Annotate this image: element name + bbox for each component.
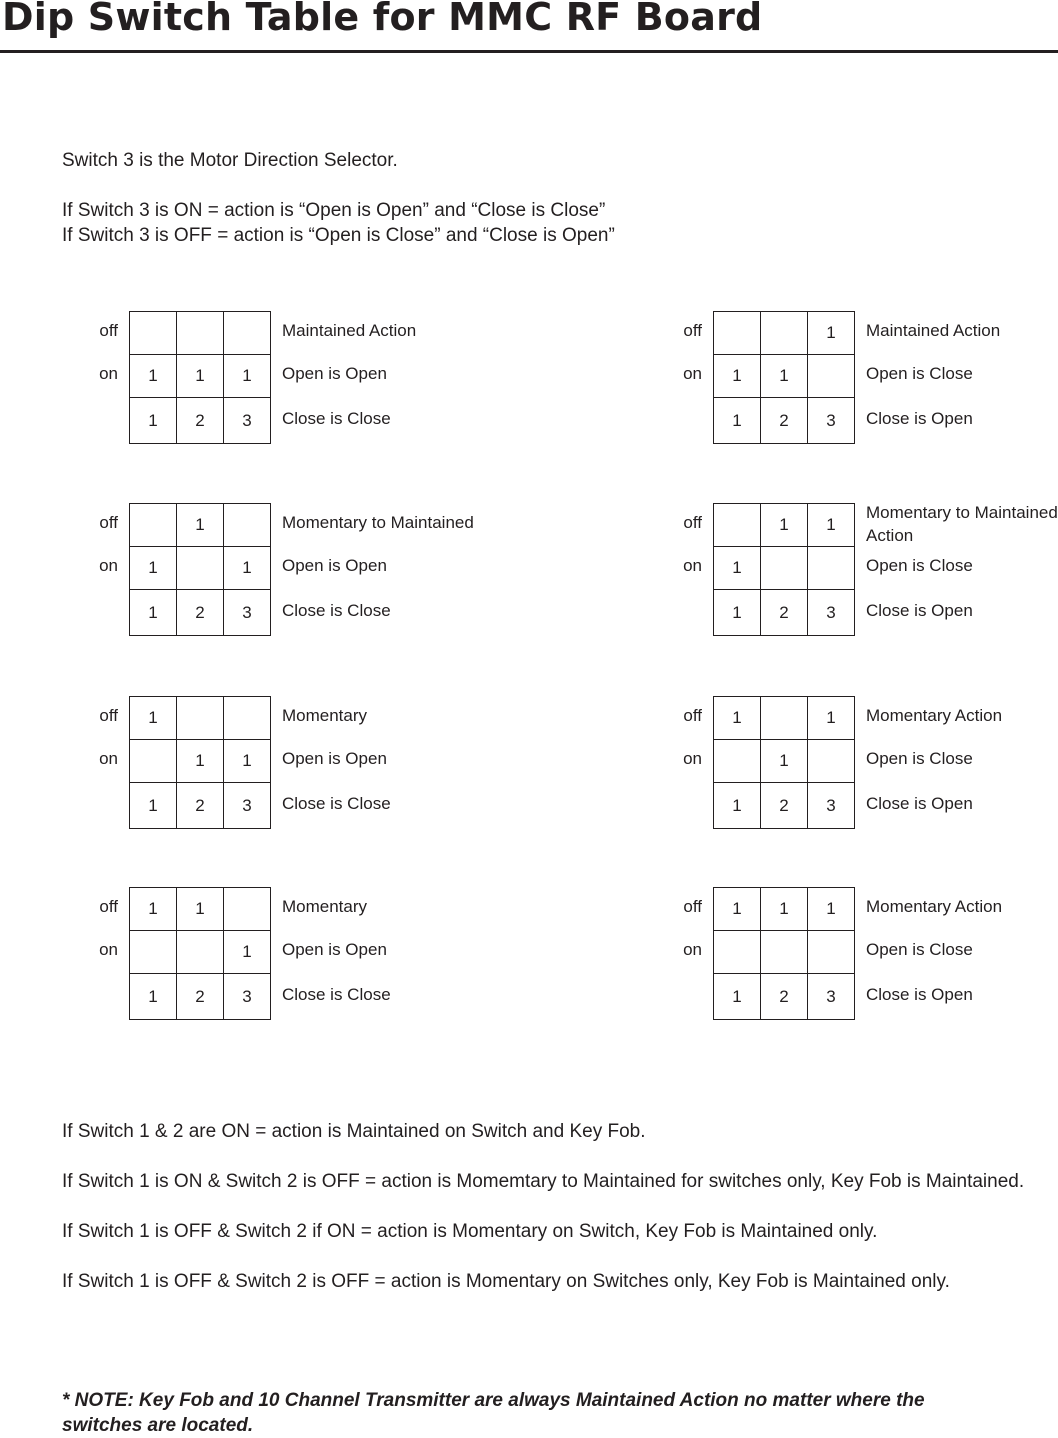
close-direction-label: Close is Close	[282, 985, 391, 1004]
action-mode-label: Maintained Action	[866, 321, 1001, 340]
close-direction-label: Close is Close	[282, 409, 391, 428]
off-cell: 1	[177, 504, 224, 547]
off-cell	[761, 697, 808, 740]
on-cell: 1	[714, 355, 761, 398]
open-direction-label: Open is Close	[866, 749, 973, 768]
open-direction-label: Open is Close	[866, 556, 973, 575]
page-title: Dip Switch Table for MMC RF Board	[2, 0, 763, 39]
on-row-label: on	[683, 556, 702, 575]
off-cell	[714, 504, 761, 547]
open-direction-label: Open is Open	[282, 749, 387, 768]
on-cell: 1	[224, 931, 271, 974]
switch-number-cell: 2	[761, 398, 808, 444]
dip-switch-block	[646, 696, 1058, 827]
switch-number-cell: 3	[224, 590, 271, 636]
off-row-label: off	[683, 321, 702, 340]
off-cell: 1	[808, 504, 855, 547]
dip-switch-grid	[713, 311, 855, 444]
switch-number-cell: 3	[808, 398, 855, 444]
off-cell	[224, 697, 271, 740]
off-cell	[224, 888, 271, 931]
on-cell	[808, 547, 855, 590]
on-cell: 1	[761, 355, 808, 398]
close-direction-label: Close is Close	[282, 794, 391, 813]
action-mode-label: Momentary to Maintained Action	[866, 503, 1058, 545]
close-direction-label: Close is Open	[866, 601, 973, 620]
on-cell	[808, 931, 855, 974]
off-row-label: off	[99, 897, 118, 916]
action-mode-label: Momentary	[282, 897, 368, 916]
open-direction-label: Open is Open	[282, 940, 387, 959]
dip-switch-grid	[129, 503, 271, 636]
on-cell	[808, 355, 855, 398]
switch-number-cell: 1	[714, 590, 761, 636]
close-direction-label: Close is Close	[282, 601, 391, 620]
switch-number-cell: 3	[808, 590, 855, 636]
action-mode-label: Momentary Action	[866, 706, 1003, 725]
switch-number-cell: 1	[130, 783, 177, 829]
switch-number-cell: 2	[761, 590, 808, 636]
switch-number-cell: 2	[177, 783, 224, 829]
intro-line: Switch 3 is the Motor Direction Selector.	[62, 150, 398, 171]
off-cell: 1	[761, 504, 808, 547]
off-cell	[224, 312, 271, 355]
off-row-label: off	[99, 706, 118, 725]
on-cell	[177, 931, 224, 974]
on-cell: 1	[224, 740, 271, 783]
intro-line: If Switch 3 is ON = action is “Open is Open” and “Close is Close”	[62, 200, 606, 221]
off-cell: 1	[714, 888, 761, 931]
intro-line: If Switch 3 is OFF = action is “Open is Close” and “Close is Open”	[62, 225, 615, 246]
on-cell: 1	[714, 547, 761, 590]
off-row-label: off	[683, 513, 702, 532]
off-cell	[130, 504, 177, 547]
dip-switch-grid	[129, 887, 271, 1020]
off-cell: 1	[130, 697, 177, 740]
off-cell	[177, 697, 224, 740]
on-row-label: on	[99, 749, 118, 768]
off-cell: 1	[761, 888, 808, 931]
switch-number-cell: 3	[808, 974, 855, 1020]
on-cell: 1	[177, 740, 224, 783]
on-cell: 1	[130, 547, 177, 590]
on-row-label: on	[683, 940, 702, 959]
switch-number-cell: 1	[130, 590, 177, 636]
dip-switch-block	[62, 503, 522, 634]
on-cell	[130, 931, 177, 974]
switch-number-cell: 1	[714, 974, 761, 1020]
dip-switch-grid	[129, 696, 271, 829]
on-cell	[130, 740, 177, 783]
on-cell	[761, 547, 808, 590]
open-direction-label: Open is Open	[282, 364, 387, 383]
close-direction-label: Close is Open	[866, 794, 973, 813]
dip-switch-grid	[713, 696, 855, 829]
dip-switch-block	[646, 311, 1058, 442]
switch-number-cell: 2	[177, 398, 224, 444]
switch-number-cell: 2	[177, 974, 224, 1020]
off-cell	[761, 312, 808, 355]
on-cell: 1	[130, 355, 177, 398]
title-divider	[0, 50, 1058, 53]
on-cell	[761, 931, 808, 974]
dip-switch-grid	[713, 887, 855, 1020]
off-cell: 1	[177, 888, 224, 931]
switch-notes	[62, 1119, 1052, 1319]
action-mode-label: Maintained Action	[282, 321, 417, 340]
off-row-label: off	[99, 513, 118, 532]
on-row-label: on	[99, 556, 118, 575]
on-cell	[714, 931, 761, 974]
on-cell	[714, 740, 761, 783]
open-direction-label: Open is Close	[866, 364, 973, 383]
on-row-label: on	[683, 749, 702, 768]
off-cell: 1	[130, 888, 177, 931]
dip-switch-block	[646, 503, 1058, 634]
off-cell: 1	[808, 312, 855, 355]
on-row-label: on	[683, 364, 702, 383]
off-cell	[224, 504, 271, 547]
on-cell: 1	[177, 355, 224, 398]
switch-number-cell: 1	[130, 398, 177, 444]
on-row-label: on	[99, 364, 118, 383]
dip-switch-block	[646, 887, 1058, 1018]
off-cell: 1	[714, 697, 761, 740]
note-paragraph: If Switch 1 is OFF & Switch 2 if ON = action is Momentary on Switch, Key Fob is Maintained only.	[62, 1221, 878, 1242]
switch-number-cell: 2	[761, 783, 808, 829]
on-cell: 1	[224, 547, 271, 590]
open-direction-label: Open is Open	[282, 556, 387, 575]
dip-switch-grid	[129, 311, 271, 444]
action-mode-label: Momentary to Maintained	[282, 513, 474, 532]
switch-number-cell: 1	[130, 974, 177, 1020]
action-mode-label: Momentary	[282, 706, 368, 725]
switch-number-cell: 2	[761, 974, 808, 1020]
switch-number-cell: 3	[808, 783, 855, 829]
switch-number-cell: 3	[224, 783, 271, 829]
on-cell	[808, 740, 855, 783]
off-cell	[714, 312, 761, 355]
off-cell: 1	[808, 888, 855, 931]
close-direction-label: Close is Open	[866, 409, 973, 428]
switch-number-cell: 3	[224, 398, 271, 444]
dip-switch-block	[62, 311, 522, 442]
dip-switch-block	[62, 887, 522, 1018]
action-mode-label: Momentary Action	[866, 897, 1003, 916]
on-cell: 1	[224, 355, 271, 398]
switch-number-cell: 3	[224, 974, 271, 1020]
intro-text	[62, 148, 615, 248]
footnote: * NOTE: Key Fob and 10 Channel Transmitter are always Maintained Action no matter where the switches are located.	[62, 1390, 925, 1436]
note-paragraph: If Switch 1 is OFF & Switch 2 is OFF = action is Momentary on Switches only, Key Fob is Maintained only.	[62, 1271, 950, 1292]
off-cell	[130, 312, 177, 355]
off-row-label: off	[99, 321, 118, 340]
note-paragraph: If Switch 1 is ON & Switch 2 is OFF = action is Momemtary to Maintained for switches only, Key Fob is Maintained.	[62, 1171, 1025, 1192]
off-row-label: off	[683, 897, 702, 916]
switch-number-cell: 2	[177, 590, 224, 636]
on-cell	[177, 547, 224, 590]
off-row-label: off	[683, 706, 702, 725]
dip-switch-block	[62, 696, 522, 827]
switch-number-cell: 1	[714, 398, 761, 444]
close-direction-label: Close is Open	[866, 985, 973, 1004]
on-row-label: on	[99, 940, 118, 959]
open-direction-label: Open is Close	[866, 940, 973, 959]
note-paragraph: If Switch 1 & 2 are ON = action is Maintained on Switch and Key Fob.	[62, 1121, 646, 1142]
dip-switch-grid	[713, 503, 855, 636]
off-cell	[177, 312, 224, 355]
switch-number-cell: 1	[714, 783, 761, 829]
on-cell: 1	[761, 740, 808, 783]
off-cell: 1	[808, 697, 855, 740]
